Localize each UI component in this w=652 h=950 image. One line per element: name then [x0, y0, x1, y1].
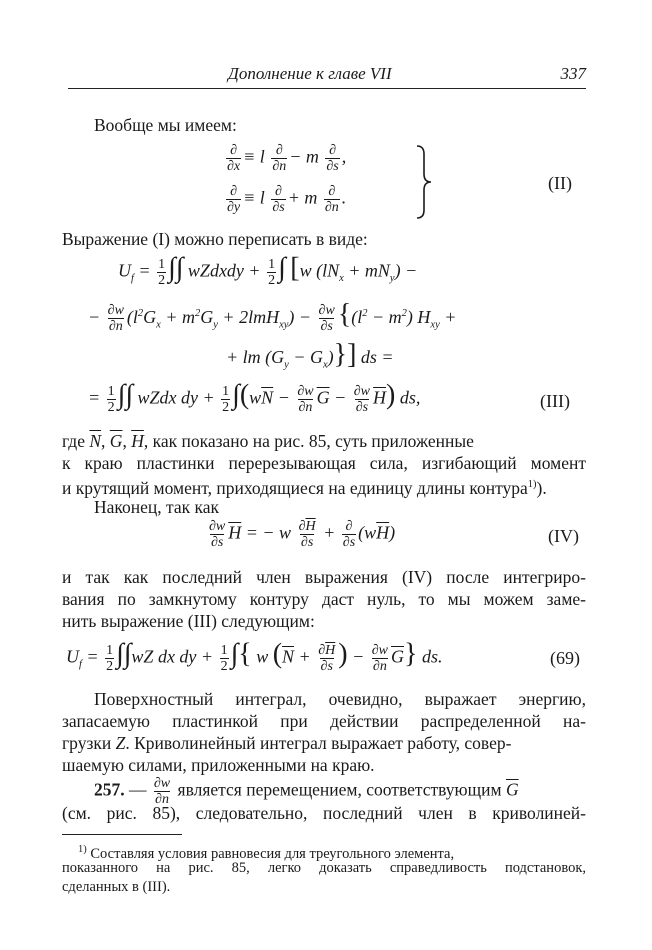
footnote-rule: [62, 834, 182, 835]
paragraph-line: грузки Z. Криволинейный интеграл выражает работу, совер-: [62, 733, 512, 753]
page-number: 337: [560, 64, 586, 83]
section-number: 257.: [94, 779, 125, 800]
paragraph-line: вания по замкнутому контуру даст нуль, то мы можем заме-: [62, 589, 586, 609]
equation-III-line4: = $\frac{1}{2}$ ∫∫ wZdx dy + $\frac{1}{2}$ $\int(w\overline{N}$ − $\frac{\partial w}{\partial n}$ $\overline{G}$ − $\frac{\partial w}{\partial s}$ $\overline{H}$) ds,: [88, 379, 421, 415]
paragraph-line: где $\overline{N}$, $\overline{G}$, $\overline{H}$, как показано на рис. 85, суть приложенные: [62, 431, 474, 451]
equation-III-line3: + lm $(G_y - G_x)$}] ds =: [226, 339, 394, 371]
text-where: где: [62, 431, 85, 451]
paragraph-line: запасаемую пластинкой при действии распределенной на-: [62, 711, 586, 731]
text-continuation: , как показано на рис. 85, суть приложенные: [143, 431, 474, 451]
equation-III-line1: $U_f$ = $\frac{1}{2}$ ∫∫ wZdxdy + $\frac{1}{2}$ ∫ [w $(lN_x + mN_y)$ −: [118, 252, 418, 288]
paragraph-line: и крутящий момент, приходящиеся на единицу длины контура$^{1)}$).: [62, 477, 547, 498]
equation-II-line1: $\frac{\partial}{\partial x}$ ≡ l $\frac{\partial}{\partial n}$ − m $\frac{\partial}{\partial s}$ ,: [227, 143, 347, 174]
equation-label-69: (69): [550, 648, 580, 668]
paragraph-line: нить выражение (III) следующим:: [62, 611, 315, 631]
page-header: [68, 62, 586, 89]
text-line: и крутящий момент, приходящиеся на единицу длины контура: [62, 477, 528, 498]
footnote-ref: 1): [527, 479, 537, 490]
equation-label-III: (III): [540, 391, 570, 411]
equation-label-IV: (IV): [548, 526, 579, 546]
text-line: Выражение (I) можно переписать в виде:: [62, 229, 368, 249]
equation-IV: $\frac{\partial w}{\partial s}$ $\overline{H}$ = − w $\frac{\partial\overline{H}}{\partial s}$ + $\frac{\partial}{\partial s}$ $(w\overline{H})$: [209, 519, 396, 550]
footnote-text: Составляя условия равновесия для треугольного элемента,: [90, 845, 455, 862]
footnote-line: показанного на рис. 85, легко доказать справедливость подстановок,: [62, 860, 586, 876]
paragraph-line: Поверхностный интеграл, очевидно, выражает энергию,: [94, 689, 586, 709]
running-title: Дополнение к главе VII: [228, 64, 392, 83]
footnote-mark: 1): [78, 844, 87, 855]
equation-69: $U_f$ = $\frac{1}{2}$ ∫∫wZ dx dy + $\frac{1}{2}$ ∫{ w ($\overline{N}$ + $\frac{\partial\overline{H}}{\partial s}$ ) − $\frac{\partial w}{\partial n}$ $\overline{G}$} ds.: [66, 638, 443, 674]
text-line: . Криволинейный интеграл выражает работу, совер-: [125, 733, 512, 753]
paragraph-line: шаемую силами, приложенными на краю.: [62, 755, 375, 775]
right-brace: [414, 144, 434, 220]
equation-II-line2: $\frac{\partial}{\partial y}$ ≡ l $\frac{\partial}{\partial s}$ + m $\frac{\partial}{\partial n}$ .: [227, 184, 347, 215]
paragraph-line: и так как последний член выражения (IV) после интегриро-: [62, 567, 586, 587]
text-line: грузки: [62, 733, 112, 753]
equation-label-II: (II): [548, 173, 572, 193]
text-line: Вообще мы имеем:: [94, 115, 237, 135]
paragraph-line: к краю пластинки перерезывающая сила, изгибающий момент: [62, 453, 586, 473]
paragraph-line: Наконец, так как: [94, 497, 220, 517]
text-line: является перемещением, соответствующим: [177, 779, 502, 800]
paragraph-line: (см. рис. 85), следовательно, последний член в криволиней-: [62, 803, 586, 823]
equation-III-line2: − $\frac{\partial w}{\partial n}$ $(l^2G_x + m^2G_y + 2lmH_{xy})$ − $\frac{\partial w}{\partial s}$ {$(l^2 - m^2) H_{xy}$ +: [88, 299, 457, 335]
paragraph-line: 257. — $\frac{\partial w}{\partial n}$ является перемещением, соответствующим $\overline{G}$: [94, 776, 519, 807]
footnote-line: сделанных в (III).: [62, 879, 171, 895]
